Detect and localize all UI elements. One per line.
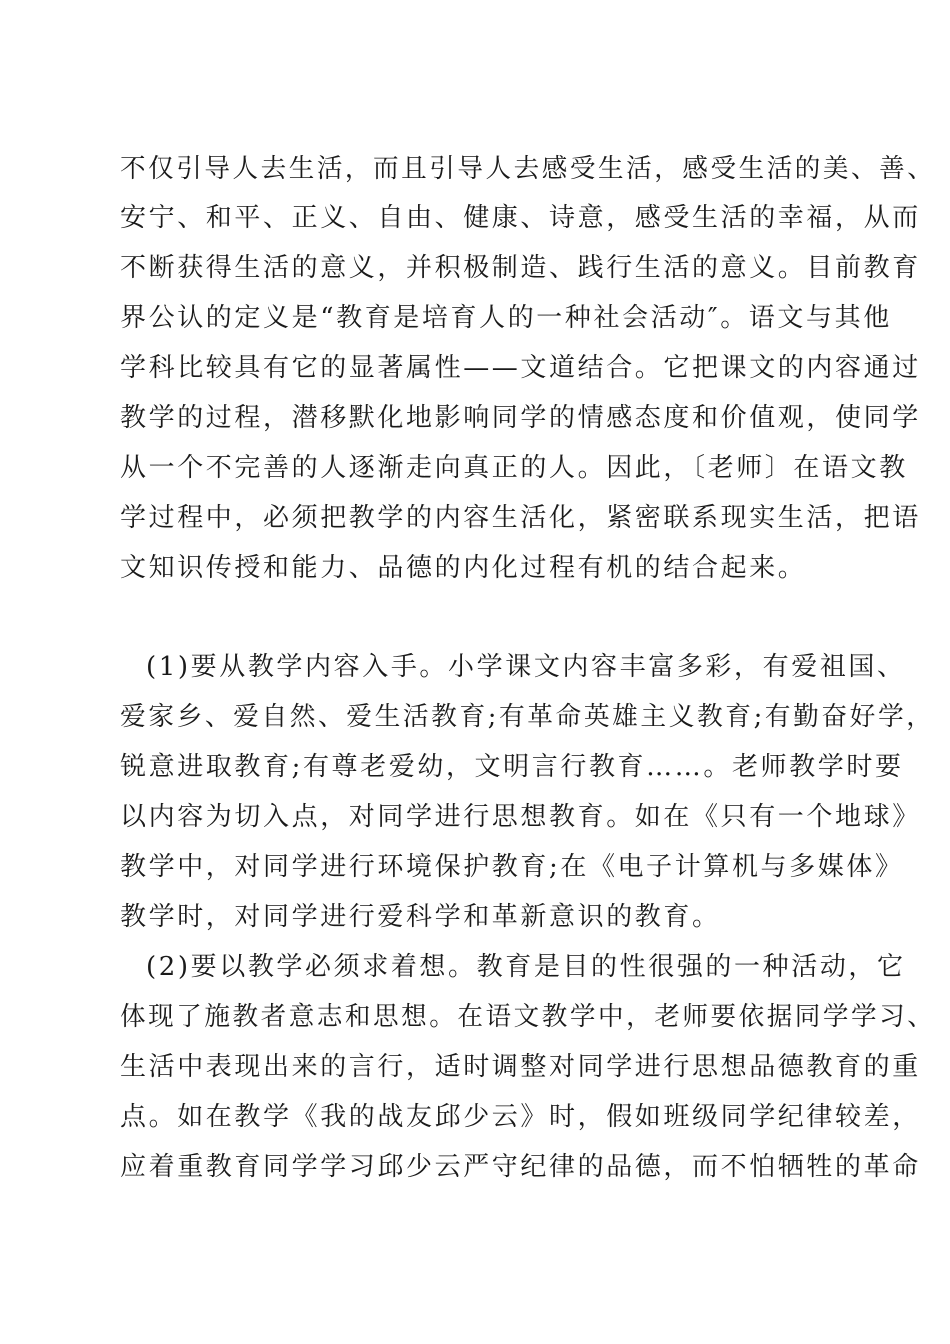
text-line: 文知识传授和能力、品德的内化过程有机的结合起来。 (120, 553, 807, 583)
text-line: 从一个不完善的人逐渐走向真正的人。因此，〔老师〕在语文教 (120, 453, 908, 483)
text-line: 学科比较具有它的显著属性——文道结合。它把课文的内容通过 (120, 353, 921, 383)
text-line: 教学的过程，潜移默化地影响同学的情感态度和价值观，使同学 (120, 403, 921, 433)
text-line: (2)要以教学必须求着想。教育是目的性很强的一种活动，它 (146, 952, 906, 982)
text-line: 教学中，对同学进行环境保护教育;在《电子计算机与多媒体》 (120, 852, 904, 882)
text-line: 以内容为切入点，对同学进行思想教育。如在《只有一个地球》 (120, 802, 921, 832)
text-line: 安宁、和平、正义、自由、健康、诗意，感受生活的幸福，从而 (120, 203, 921, 233)
text-line: 教学时，对同学进行爱科学和革新意识的教育。 (120, 902, 721, 932)
text-line: 点。如在教学《我的战友邱少云》时，假如班级同学纪律较差， (120, 1102, 921, 1132)
text-line: (1)要从教学内容入手。小学课文内容丰富多彩，有爱祖国、 (146, 652, 906, 682)
text-line: 生活中表现出来的言行，适时调整对同学进行思想品德教育的重 (120, 1052, 921, 1082)
text-line: 锐意进取教育;有尊老爱幼，文明言行教育……。老师教学时要 (120, 752, 904, 782)
text-line: 不断获得生活的意义，并积极制造、践行生活的意义。目前教育 (120, 253, 921, 283)
text-line: 学过程中，必须把教学的内容生活化，紧密联系现实生活，把语 (120, 503, 921, 533)
text-line: 界公认的定义是“教育是培育人的一种社会活动″。语文与其他 (120, 303, 892, 333)
text-line: 体现了施教者意志和思想。在语文教学中，老师要依据同学学习、 (120, 1002, 936, 1032)
text-line: 不仅引导人去生活，而且引导人去感受生活，感受生活的美、善、 (120, 154, 936, 184)
text-line: 爱家乡、爱自然、爱生活教育;有革命英雄主义教育;有勤奋好学， (120, 702, 935, 732)
text-line: 应着重教育同学学习邱少云严守纪律的品德，而不怕牺牲的革命 (120, 1152, 921, 1182)
